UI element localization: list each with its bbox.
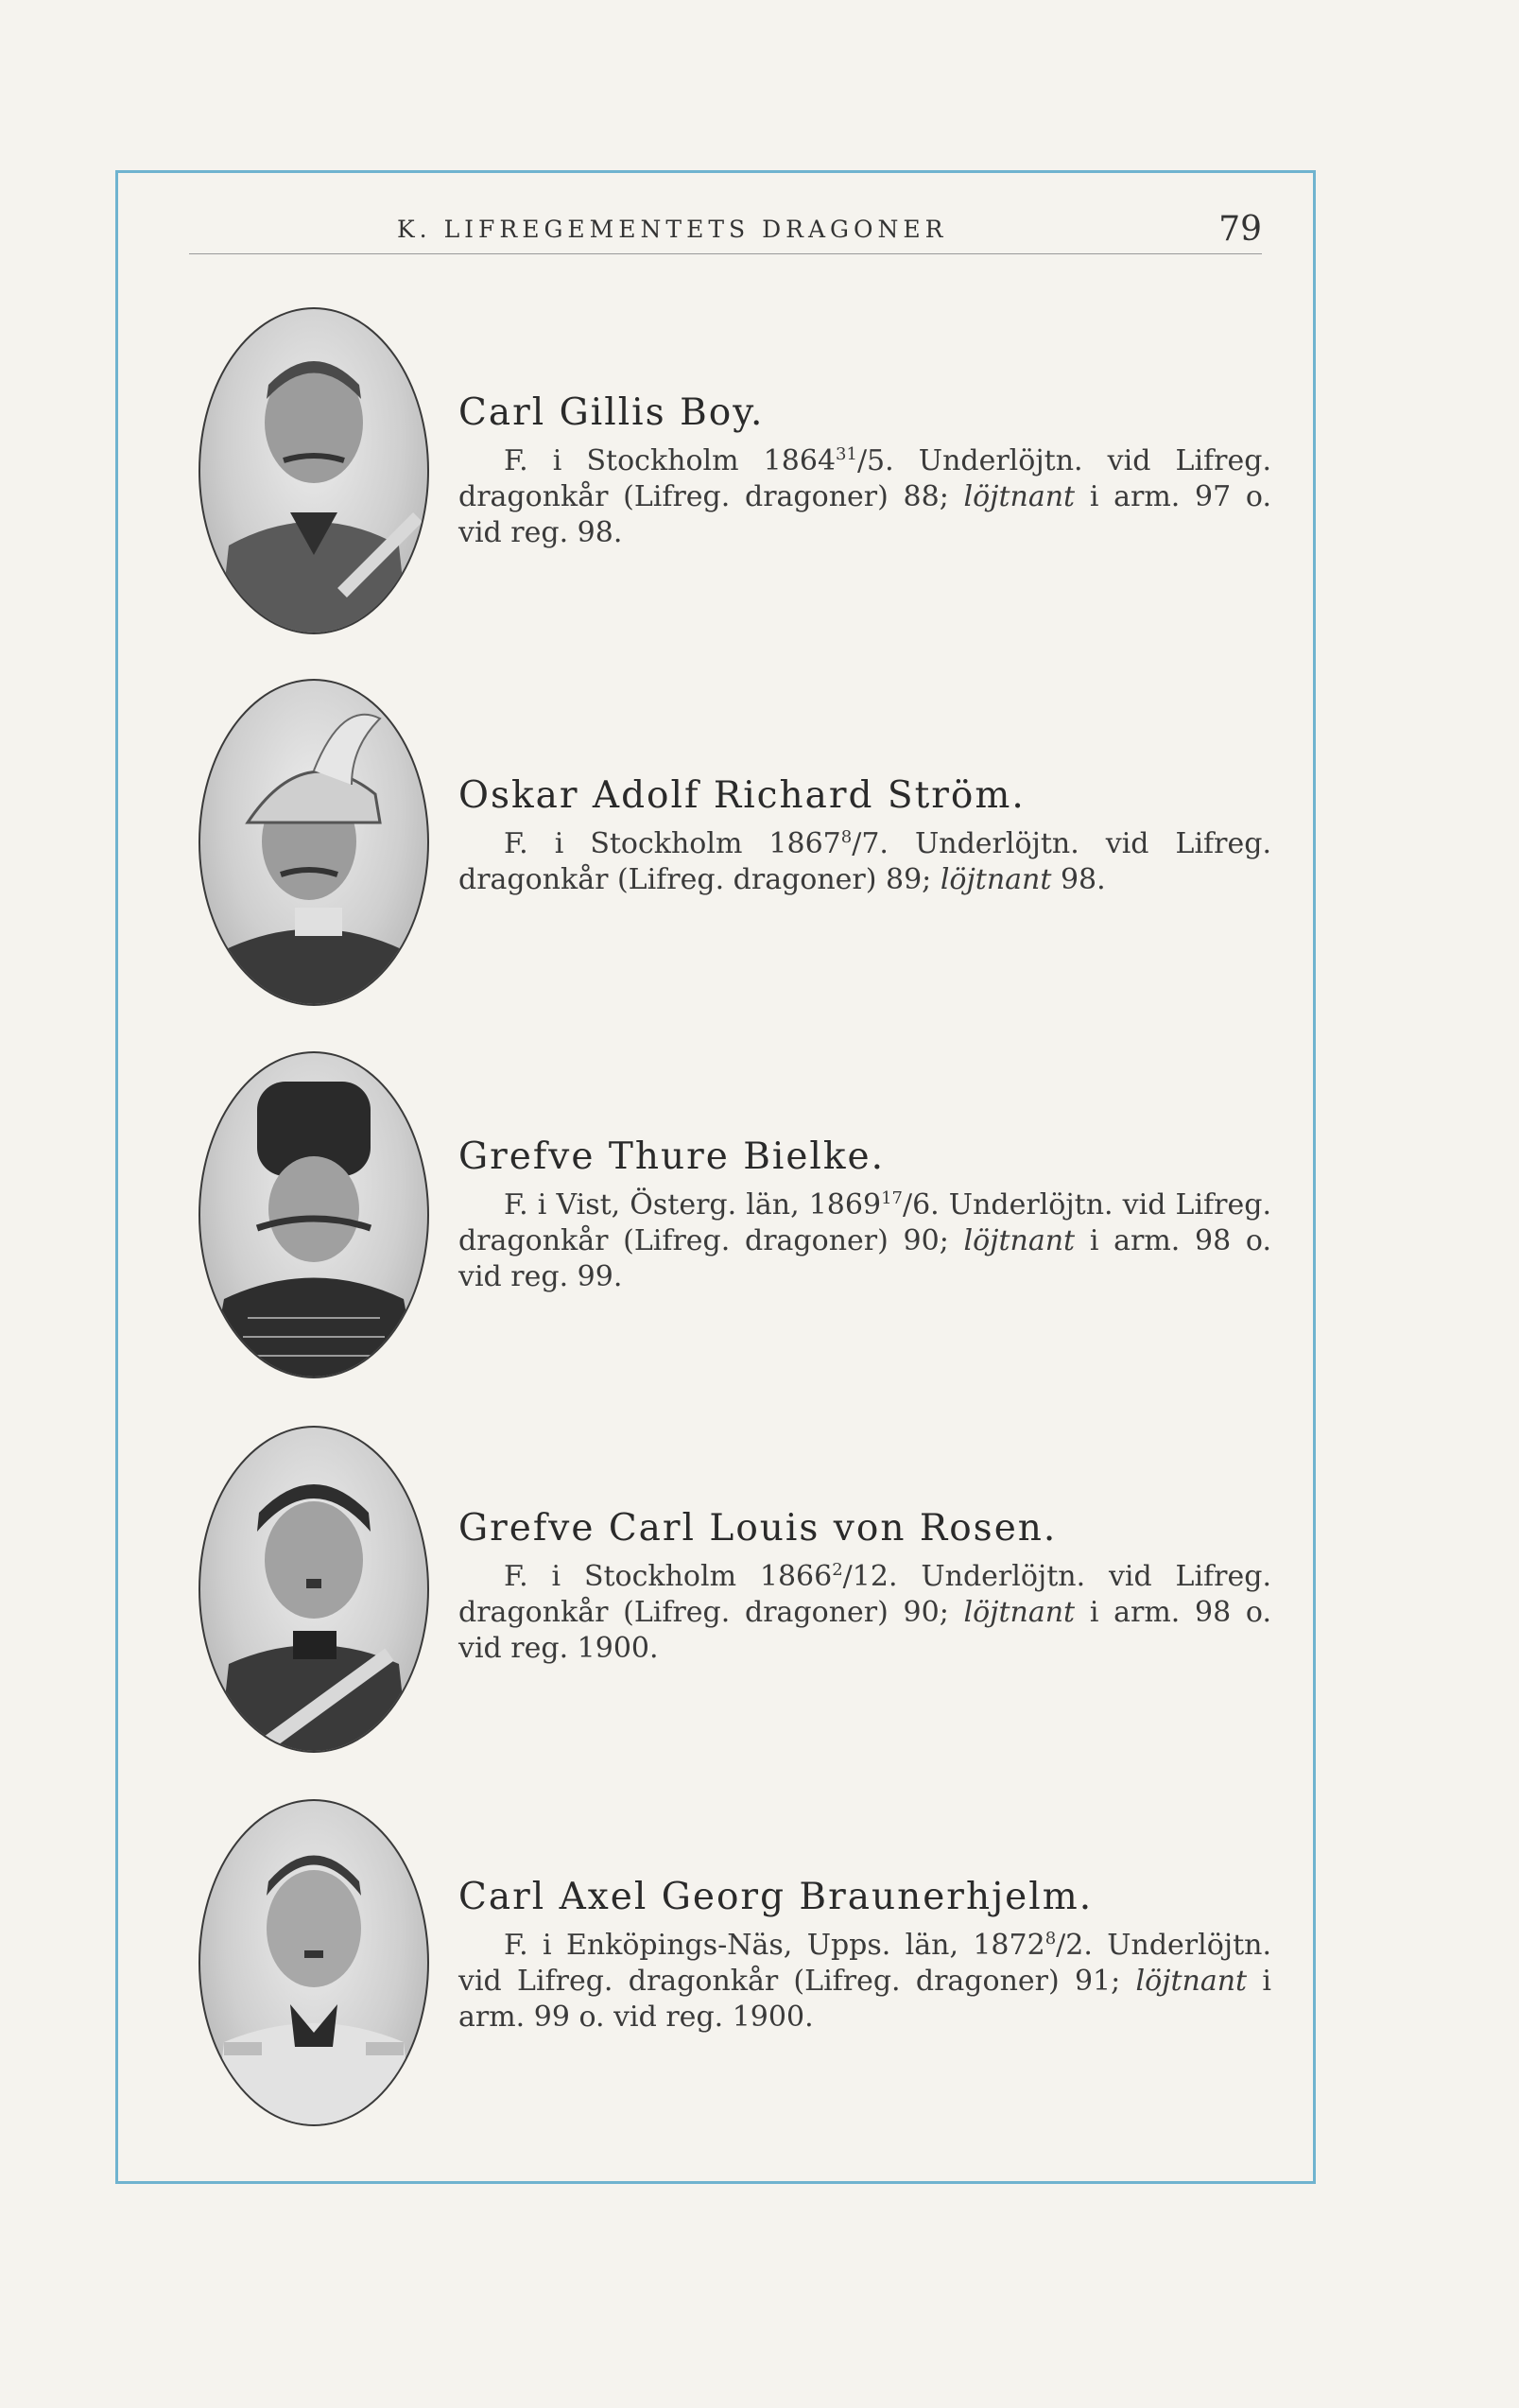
person-name: Grefve Carl Louis von Rosen. xyxy=(458,1507,1058,1550)
biography-entry xyxy=(199,679,1276,1019)
running-head xyxy=(189,206,1262,254)
biography-text: F. i Stockholm 1867$^8$/7. Underlöjtn. vid Lifreg. dragonkår (Lifreg. dragoner) 89; löjtnant 98. xyxy=(458,827,1271,896)
portrait-officer-fur-cap xyxy=(200,1053,427,1377)
person-name: Carl Gillis Boy. xyxy=(458,391,765,434)
portrait-photo xyxy=(199,1799,429,2126)
biography-entry xyxy=(199,1426,1276,1766)
portrait-officer-uniform xyxy=(200,1428,427,1751)
person-name: Oskar Adolf Richard Ström. xyxy=(458,774,1026,817)
biography-text: F. i Stockholm 1864$^{31}$/5. Underlöjtn. vid Lifreg. dragonkår (Lifreg. dragoner) 88; löjtnant i arm. 97 o. vid reg. 98. xyxy=(458,444,1271,549)
person-name: Grefve Thure Bielke. xyxy=(458,1135,885,1178)
portrait-photo xyxy=(199,1426,429,1753)
biography-text: F. i Enköpings-Näs, Upps. län, 1872$^8$/2. Underlöjtn. vid Lifreg. dragonkår (Lifreg. dragoner) 91; löjtnant i arm. 99 o. vid reg. 1900. xyxy=(458,1929,1271,2034)
biography-text: F. i Vist, Österg. län, 1869$^{17}$/6. Underlöjtn. vid Lifreg. dragonkår (Lifreg. dragoner) 90; löjtnant i arm. 98 o. vid reg. 99. xyxy=(458,1188,1271,1293)
portrait-officer-helmet xyxy=(200,681,427,1004)
portrait-photo xyxy=(199,1051,429,1378)
biography-entry xyxy=(199,307,1276,648)
portrait-photo xyxy=(199,679,429,1006)
person-name: Carl Axel Georg Braunerhjelm. xyxy=(458,1876,1094,1918)
running-title: K. LIFREGEMENTETS DRAGONER xyxy=(397,216,948,243)
portrait-officer-uniform xyxy=(200,309,427,632)
portrait-photo xyxy=(199,307,429,634)
page-number: 79 xyxy=(1218,210,1262,249)
biography-entry xyxy=(199,1051,1276,1392)
biography-text: F. i Stockholm 1866$^2$/12. Underlöjtn. vid Lifreg. dragonkår (Lifreg. dragoner) 90; löjtnant i arm. 98 o. vid reg. 1900. xyxy=(458,1560,1271,1665)
biography-entry xyxy=(199,1799,1276,2139)
portrait-officer-uniform xyxy=(200,1801,427,2124)
